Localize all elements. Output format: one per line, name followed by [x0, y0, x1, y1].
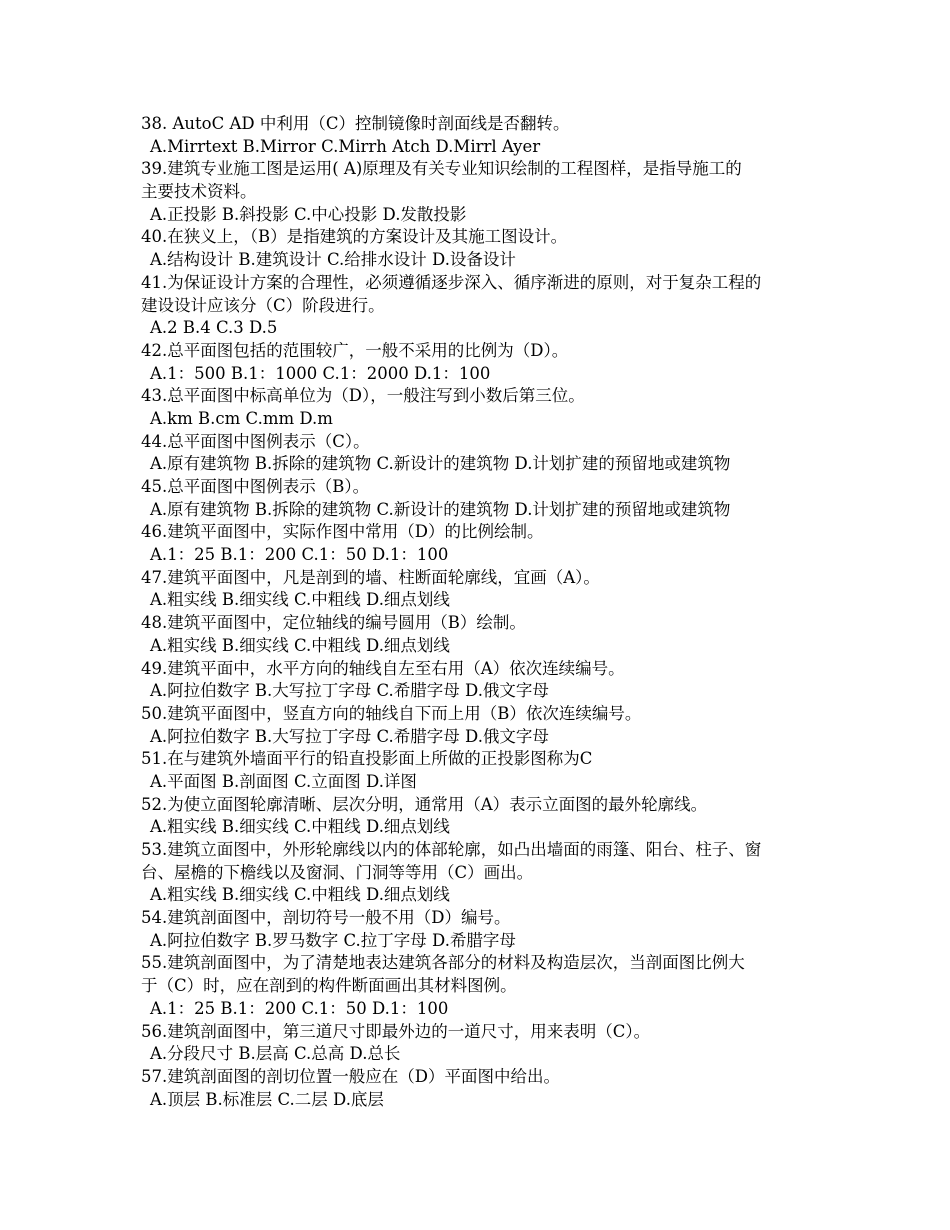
question-text-line: 主要技术资料。	[141, 182, 257, 202]
answer-options-line: A.原有建筑物 B.拆除的建筑物 C.新设计的建筑物 D.计划扩建的预留地或建筑物	[150, 454, 731, 474]
question-text-line: 53.建筑立面图中，外形轮廓线以内的体部轮廓，如凸出墙面的雨篷、阳台、柱子、窗	[141, 840, 762, 859]
answer-options-line: A.km B.cm C.mm D.m	[150, 408, 333, 428]
answer-options-line: A.结构设计 B.建筑设计 C.给排水设计 D.设备设计	[150, 250, 516, 270]
answer-options-line: A.分段尺寸 B.层高 C.总高 D.总长	[150, 1044, 401, 1064]
answer-options-line: A.粗实线 B.细实线 C.中粗线 D.细点划线	[150, 885, 450, 905]
answer-options-line: A.1：500 B.1：1000 C.1：2000 D.1：100	[150, 363, 491, 383]
question-text-line: 52.为使立面图轮廓清晰、层次分明，通常用（A）表示立面图的最外轮廓线。	[141, 794, 708, 814]
question-text-line: 45.总平面图中图例表示（B）。	[141, 477, 370, 496]
answer-options-line: A.粗实线 B.细实线 C.中粗线 D.细点划线	[150, 635, 450, 655]
answer-options-line: A.1：25 B.1：200 C.1：50 D.1：100	[150, 998, 449, 1018]
question-text-line: 46.建筑平面图中，实际作图中常用（D）的比例绘制。	[141, 522, 544, 542]
question-text-line: 于（C）时，应在剖到的构件断面画出其材料图例。	[141, 976, 517, 996]
answer-options-line: A.2 B.4 C.3 D.5	[150, 318, 278, 338]
question-text-line: 47.建筑平面图中，凡是剖到的墙、柱断面轮廓线，宜画（A）。	[141, 567, 600, 587]
question-text-line: 57.建筑剖面图的剖切位置一般应在（D）平面图中给出。	[141, 1066, 560, 1086]
question-text-line: 44.总平面图中图例表示（C）。	[141, 431, 370, 451]
answer-options-line: A.正投影 B.斜投影 C.中心投影 D.发散投影	[150, 204, 467, 224]
question-text-line: 54.建筑剖面图中，剖切符号一般不用（D）编号。	[141, 908, 511, 928]
answer-options-line: A.粗实线 B.细实线 C.中粗线 D.细点划线	[150, 817, 450, 837]
question-text-line: 56.建筑剖面图中，第三道尺寸即最外边的一道尺寸，用来表明（C）。	[141, 1021, 651, 1041]
document-page	[141, 113, 821, 1111]
question-text-line: 38. AutoC AD 中利用（C）控制镜像时剖面线是否翻转。	[141, 114, 570, 133]
question-text-line: 43.总平面图中标高单位为（D），一般注写到小数后第三位。	[141, 386, 585, 406]
question-text-line: 42.总平面图包括的范围较广，一般不采用的比例为（D）。	[141, 340, 569, 360]
answer-options-line: A.1：25 B.1：200 C.1：50 D.1：100	[150, 545, 449, 565]
answer-options-line: A.Mirrtext B.Mirror C.Mirrh Atch D.Mirrl Ayer	[150, 136, 541, 156]
question-text-line: 51.在与建筑外墙面平行的铅直投影面上所做的正投影图称为C	[141, 749, 593, 769]
answer-options-line: A.阿拉伯数字 B.大写拉丁字母 C.希腊字母 D.俄文字母	[150, 726, 549, 746]
question-text-line: 50.建筑平面图中，竖直方向的轴线自下而上用（B）依次连续编号。	[141, 703, 642, 723]
question-text-line: 48.建筑平面图中，定位轴线的编号圆用（B）绘制。	[141, 613, 526, 633]
question-text-line: 40.在狭义上，（B）是指建筑的方案设计及其施工图设计。	[141, 227, 568, 247]
question-text-line: 49.建筑平面中，水平方向的轴线自左至右用（A）依次连续编号。	[141, 658, 625, 678]
answer-options-line: A.阿拉伯数字 B.大写拉丁字母 C.希腊字母 D.俄文字母	[150, 681, 549, 701]
answer-options-line: A.平面图 B.剖面图 C.立面图 D.详图	[150, 771, 417, 791]
answer-options-line: A.粗实线 B.细实线 C.中粗线 D.细点划线	[150, 590, 450, 610]
question-text-line: 台、屋檐的下檐线以及窗洞、门洞等等用（C）画出。	[141, 862, 534, 882]
answer-options-line: A.阿拉伯数字 B.罗马数字 C.拉丁字母 D.希腊字母	[150, 930, 516, 950]
answer-options-line: A.原有建筑物 B.拆除的建筑物 C.新设计的建筑物 D.计划扩建的预留地或建筑物	[150, 499, 731, 519]
question-text-line: 41.为保证设计方案的合理性，必须遵循逐步深入、循序渐进的原则，对于复杂工程的	[141, 272, 762, 292]
question-text-line: 建设设计应该分（C）阶段进行。	[141, 295, 385, 315]
answer-options-line: A.顶层 B.标准层 C.二层 D.底层	[150, 1089, 384, 1109]
question-text-line: 55.建筑剖面图中，为了清楚地表达建筑各部分的材料及构造层次，当剖面图比例大	[141, 953, 745, 973]
question-text-line: 39.建筑专业施工图是运用( A)原理及有关专业知识绘制的工程图样，是指导施工的	[141, 159, 742, 179]
